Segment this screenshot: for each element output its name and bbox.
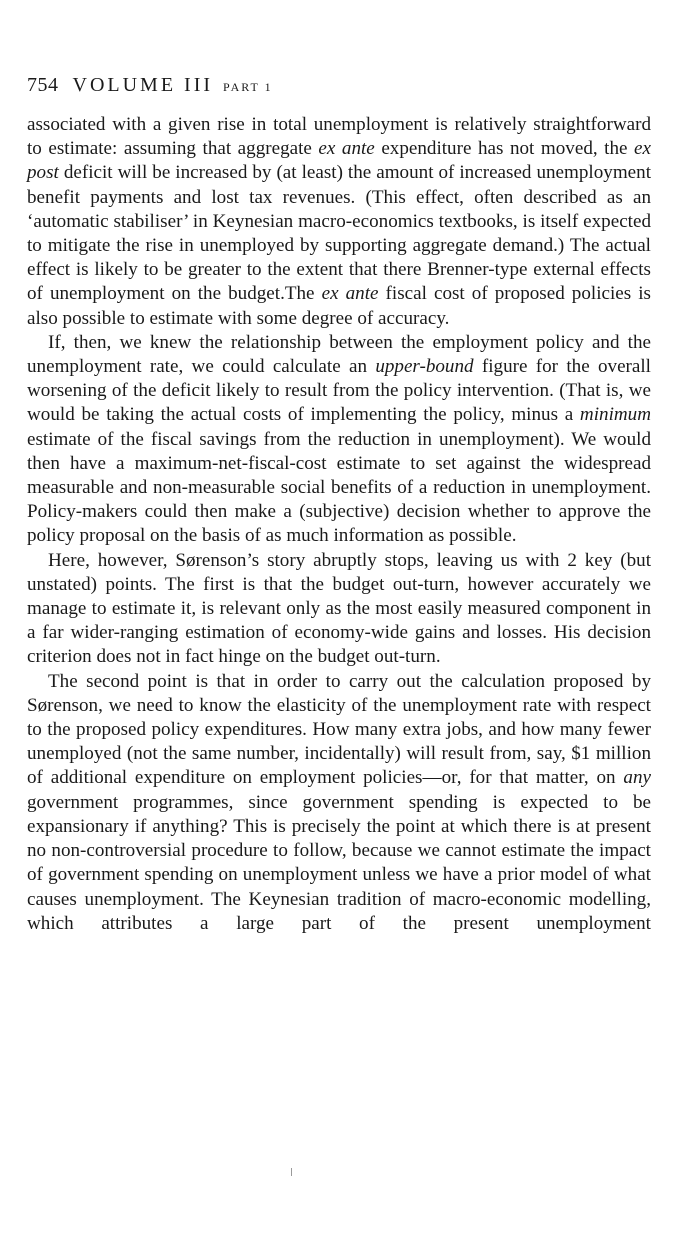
- text-run: figure for the overall worsening of the deficit likely to result from the policy intervention. (That is, we would be taking the actual costs of implementing the policy, minus a: [27, 356, 651, 426]
- text-run: If, then, we knew the relationship between the employment policy and the unemployment rate, we could calculate an: [27, 331, 651, 378]
- paragraph: [27, 670, 651, 936]
- text-run: associated with a given rise in total unemployment is relatively straightforward to estimate: assuming that aggregate: [27, 114, 651, 160]
- text-run: estimate of the fiscal savings from the reduction in unemployment). We would then have a maximum-net-fiscal-cost estimate to set against the widespread measurable and non-measurable social benefits of a reduction in unemployment. Policy-makers could then make a (subjective) decision whether to approve the policy proposal on the basis of as much information as possible.: [27, 428, 651, 547]
- text-run: expenditure has not moved, the: [374, 138, 635, 160]
- text-run: government programmes, since government spending is expected to be expansionary if anything? This is precisely the point at which there is at present no non-controversial procedure to follow, because we cannot estimate the impact of government spending on unemployment unless we have a prior model of what causes unemployment. The Keynesian tradition of macro-economic modelling, which attributes a large part of the present unemployment: [27, 791, 651, 934]
- italic-text: ex ante: [321, 283, 379, 305]
- paragraph: [27, 331, 651, 549]
- page-mark: [291, 1168, 292, 1176]
- italic-text: ex ante: [318, 138, 375, 160]
- text-run: deficit will be increased by (at least) the amount of increased unemployment benefit payments and lost tax revenues. (This effect, often described as an ‘automatic stabiliser’ in Keynesian macro-economics textbooks, is itself expected to mitigate the rise in unemployed by supporting aggregate demand.) The actual effect is likely to be greater to the extent that there Brenner-type external effects of unemployment on the budget.The: [27, 162, 651, 305]
- volume-label: VOLUME III: [72, 74, 214, 96]
- text-run: fiscal cost of proposed policies is also possible to estimate with some degree of accuracy.: [27, 283, 651, 329]
- running-head: [27, 74, 273, 97]
- italic-text: upper-bound: [375, 356, 474, 378]
- paragraph: [27, 113, 651, 331]
- page-number: 754: [27, 74, 59, 96]
- text-run: Here, however, Sørenson’s story abruptly stops, leaving us with 2 key (but unstated) points. The first is that the budget out-turn, however accurately we manage to estimate it, is relevant only as the most easily measured component in a far wider-ranging estimation of economy-wide gains and losses. His decision criterion does not in fact hinge on the budget out-turn.: [27, 549, 651, 668]
- italic-text: any: [623, 767, 651, 789]
- italic-text: ex post: [27, 138, 651, 184]
- paragraph: [27, 549, 651, 670]
- italic-text: minimum: [579, 404, 651, 426]
- text-run: The second point is that in order to carry out the calculation proposed by Sørenson, we need to know the elasticity of the unemployment rate with respect to the proposed policy expenditures. How many extra jobs, and how many fewer unemployed (not the same number, incidentally) will result from, say, $1 million of additional expenditure on employment policies—or, for that matter, on: [27, 670, 651, 789]
- body-text: [27, 113, 651, 936]
- part-label: PART 1: [223, 80, 273, 94]
